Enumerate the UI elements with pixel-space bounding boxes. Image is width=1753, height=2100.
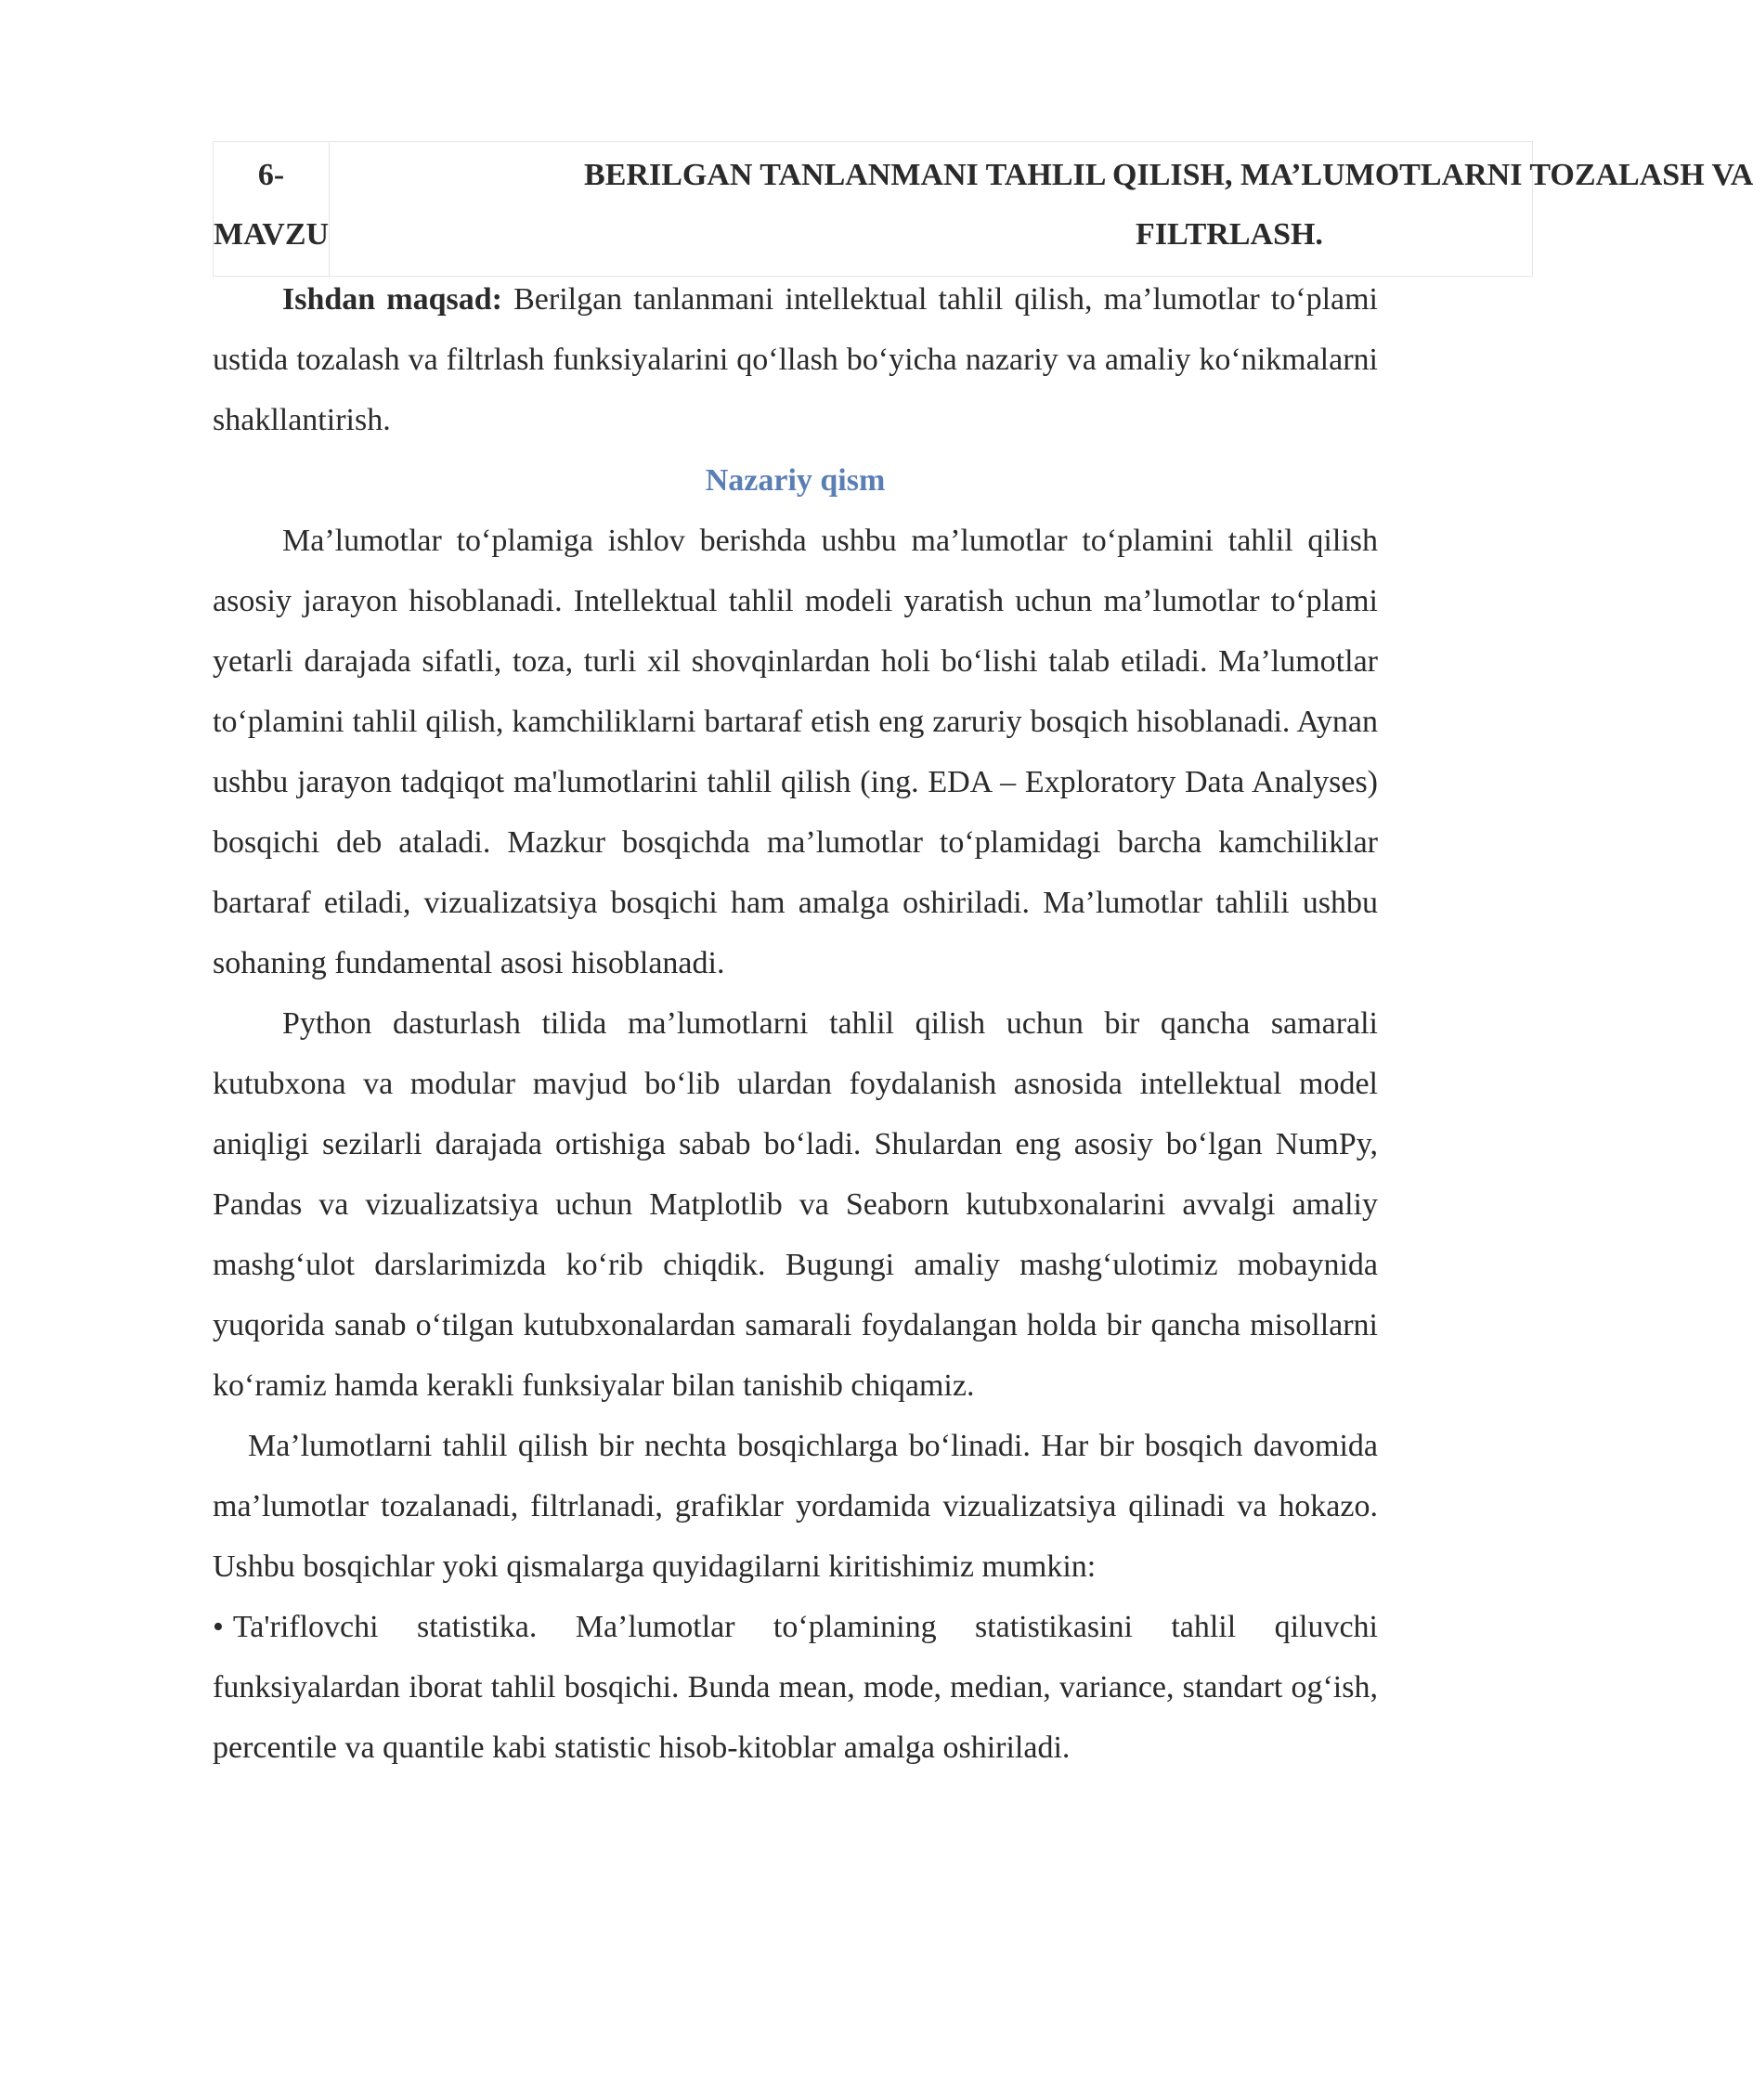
- paragraph-2: Python dasturlash tilida ma’lumotlarni tahlil qilish uchun bir qancha samarali kutubxona va modular mavjud bo‘lib ulardan foydalanish asnosida intellektual model aniqligi sezilarli darajada ortishiga sabab bo‘ladi. Shulardan eng asosiy bo‘lgan NumPy, Pandas va vizualizatsiya uchun Matplotlib va Seaborn kutubxonalarini avvalgi amaliy mashg‘ulot darslarimizda ko‘rib chiqdik. Bugungi amaliy mashg‘ulotimiz mobaynida yuqorida sanab o‘tilgan kutubxonalardan samarali foydalangan holda bir qancha misollarni ko‘ramiz hamda kerakli funksiyalar bilan tanishib chiqamiz.: [213, 1006, 1378, 1403]
- topic-title-line-2: FILTRLASH.: [1136, 217, 1323, 252]
- topic-label: MAVZU: [214, 217, 330, 252]
- purpose-paragraph: [213, 269, 1378, 450]
- bullet-item: [213, 1597, 1378, 1778]
- section-title: Nazariy qism: [705, 463, 886, 498]
- purpose-text: Berilgan tanlanmani intellektual tahlil qilish, ma’lumotlar to‘plami ustida tozalash va filtrlash funksiyalarini qo‘llash bo‘yicha nazariy va amaliy ko‘nikmalarni shakllantirish.: [213, 282, 1378, 437]
- document-body: [213, 269, 1378, 1778]
- topic-title-line-1: BERILGAN TANLANMANI TAHLIL QILISH, MA’LUMOTLARNI TOZALASH VA: [584, 158, 1753, 192]
- paragraph-3: Ma’lumotlarni tahlil qilish bir nechta bosqichlarga bo‘linadi. Har bir bosqich davomida ma’lumotlar tozalanadi, filtrlanadi, grafiklar yordamida vizualizatsiya qilinadi va hokazo. Ushbu bosqichlar yoki qismalarga quyidagilarni kiritishimiz mumkin:: [213, 1429, 1378, 1584]
- paragraph-1: Ma’lumotlar to‘plamiga ishlov berishda ushbu ma’lumotlar to‘plamini tahlil qilish asosiy jarayon hisoblanadi. Intellektual tahlil modeli yaratish uchun ma’lumotlar to‘plami yetarli darajada sifatli, toza, turli xil shovqinlardan holi bo‘lishi talab etiladi. Ma’lumotlar to‘plamini tahlil qilish, kamchiliklarni bartaraf etish eng zaruriy bosqich hisoblanadi. Aynan ushbu jarayon tadqiqot ma'lumotlarini tahlil qilish (ing. EDA – Exploratory Data Analyses) bosqichi deb ataladi. Mazkur bosqichda ma’lumotlar to‘plamidagi barcha kamchiliklar bartaraf etiladi, vizualizatsiya bosqichi ham amalga oshiriladi. Ma’lumotlar tahlili ushbu sohaning fundamental asosi hisoblanadi.: [213, 524, 1378, 980]
- topic-title-cell: [330, 142, 1753, 276]
- topic-header-table: [213, 141, 1753, 277]
- purpose-label: Ishdan maqsad:: [282, 282, 502, 317]
- topic-number-cell: [214, 142, 330, 276]
- topic-number: 6-: [257, 158, 285, 192]
- bullet-text: Ta'riflovchi statistika. Ma’lumotlar to‘plamining statistikasini tahlil qiluvchi funksiyalardan iborat tahlil bosqichi. Bunda mean, mode, median, variance, standart og‘ish, percentile va quantile kabi statistic hisob-kitoblar amalga oshiriladi.: [213, 1610, 1378, 1765]
- bullet-marker: •: [213, 1610, 224, 1644]
